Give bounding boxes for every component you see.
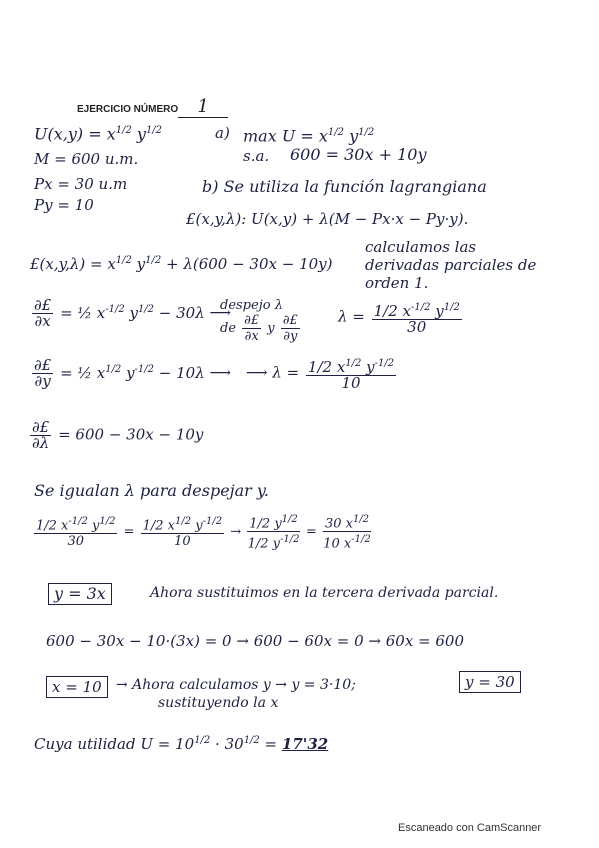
lambda-from-x (338, 300, 464, 335)
equate-f4-den: 10 $x^{-1/2}$ (323, 534, 371, 552)
derivative-y (30, 358, 231, 389)
dx-num: ∂£ (34, 296, 52, 314)
dy-num: ∂£ (34, 356, 52, 374)
lambda2-den: 10 (341, 374, 361, 392)
equate-f1-num: 1/2 $x^{-1/2}$ $y^{1/2}$ (36, 516, 116, 534)
part-a-constraint: 600 = 30x + 10y (290, 145, 427, 164)
equate-equation: $\frac{1/2 x^{-1/2} y^{1/2}}{30}$ = $\frac{1/2 x^{1/2} y^{-1/2}}{10}$ → $\frac{1/2 y^{1/2}}{1/2 y^{-1/2}}$ = $\frac{30 x^{1/2}}{10 x^{-1/2}}$ (36, 514, 371, 552)
equate-f2-den: 10 (174, 534, 191, 550)
equate-f3-den: 1/2 $y^{-1/2}$ (247, 534, 300, 552)
dl-rhs: = 600 − 30x − 10y (58, 425, 204, 444)
arrow-icon: ⟶ (209, 303, 232, 322)
note-derivatives-2: derivadas parciales de (365, 256, 537, 274)
clear-dy-den: ∂y (283, 329, 298, 344)
lagrangian-specific: £(x,y,λ) = $x^{1/2}$ $y^{1/2} + \lambda(600 - 30x - 10y)$ (30, 255, 333, 273)
lambda1-lhs: λ = (338, 307, 365, 326)
note-derivatives-1: calculamos las (365, 238, 477, 256)
equate-f2-num: 1/2 $x^{1/2}$ $y^{-1/2}$ (142, 516, 223, 534)
lagrangian-general: £(x,y,λ): U(x,y) + λ(M − Px·x − Py·y). (186, 210, 469, 228)
scanner-watermark: Escaneado con CamScanner (398, 822, 542, 834)
exercise-label: EJERCICIO NÚMERO (77, 104, 179, 115)
dy-den: ∂y (34, 372, 51, 390)
part-a-constraint-label: s.a. (243, 147, 270, 165)
note-derivatives-3: orden 1. (365, 274, 429, 292)
clear-lambda-prefix: de (220, 321, 237, 336)
equate-f4-num: 30 $x^{1/2}$ (324, 514, 370, 532)
result-x-equals-10: x = 10 (46, 676, 108, 698)
derivative-x (30, 298, 231, 329)
utility-result (34, 732, 328, 753)
price-y: Py = 10 (34, 196, 94, 214)
utility-value: 17'32 (281, 735, 329, 753)
lambda2-lhs: λ = (272, 363, 300, 382)
equate-f3-num: 1/2 $y^{1/2}$ (249, 514, 298, 532)
substitute-note: Ahora sustituimos en la tercera derivada parcial. (150, 585, 499, 601)
part-a-objective: $\max U = x^{1/2}$ $y^{1/2}$ (243, 126, 375, 146)
lambda2-num: 1/2 $x^{1/2}$ $y^{-1/2}$ (307, 358, 395, 376)
calc-y-note: → Ahora calculamos y → y = 3·10; (116, 677, 356, 693)
lambda1-den: 30 (407, 318, 427, 336)
result-y-equals-3x: y = 3x (48, 583, 112, 605)
lambda1-num: 1/2 $x^{-1/2}$ $y^{1/2}$ (373, 302, 460, 320)
clear-lambda-text (220, 298, 302, 344)
substituting-x-note: sustituyendo la x (158, 695, 279, 711)
utility-label: Cuya utilidad (34, 735, 136, 753)
derivative-lambda (28, 420, 203, 451)
dl-num: ∂£ (32, 418, 50, 436)
clear-lambda-line1: despejo λ (220, 298, 283, 313)
part-a-label: a) (215, 124, 230, 142)
result-y-equals-30: y = 30 (459, 671, 521, 693)
arrow-icon: → (230, 524, 242, 540)
equate-f1-den: 30 (67, 534, 84, 550)
equate-text: Se igualan λ para despejar y. (34, 481, 269, 500)
dx-rhs: = ½ $x^{-1/2}$ $y^{1/2} - 30\lambda$ (60, 303, 205, 322)
arrow-icon: ⟶ (209, 363, 232, 382)
dy-rhs: = ½ $x^{1/2}$ $y^{-1/2} - 10\lambda$ (60, 363, 205, 382)
income: M = 600 u.m. (34, 150, 139, 168)
utility-function: $U(x,y) = x^{1/2}$ $y^{1/2}$ (34, 124, 163, 144)
clear-dx-den: ∂x (244, 329, 259, 344)
part-b-title: b) Se utiliza la función lagrangiana (202, 177, 487, 196)
utility-expr: $U = 10^{1/2} \cdot 30^{1/2}$ = (140, 735, 278, 753)
exercise-number: 1 (178, 96, 228, 118)
price-x: Px = 30 u.m (34, 175, 128, 193)
clear-lambda-and: y (267, 321, 275, 336)
clear-dx-num: ∂£ (244, 313, 260, 328)
exercise-header (77, 96, 228, 118)
clear-dy-num: ∂£ (282, 313, 298, 328)
dx-den: ∂x (34, 312, 51, 330)
arrow-icon: ⟶ (246, 363, 268, 382)
lambda-from-y (246, 356, 398, 391)
solve-line: 600 − 30x − 10·(3x) = 0 → 600 − 60x = 0 → 60x = 600 (46, 632, 465, 650)
dl-den: ∂λ (32, 434, 50, 452)
